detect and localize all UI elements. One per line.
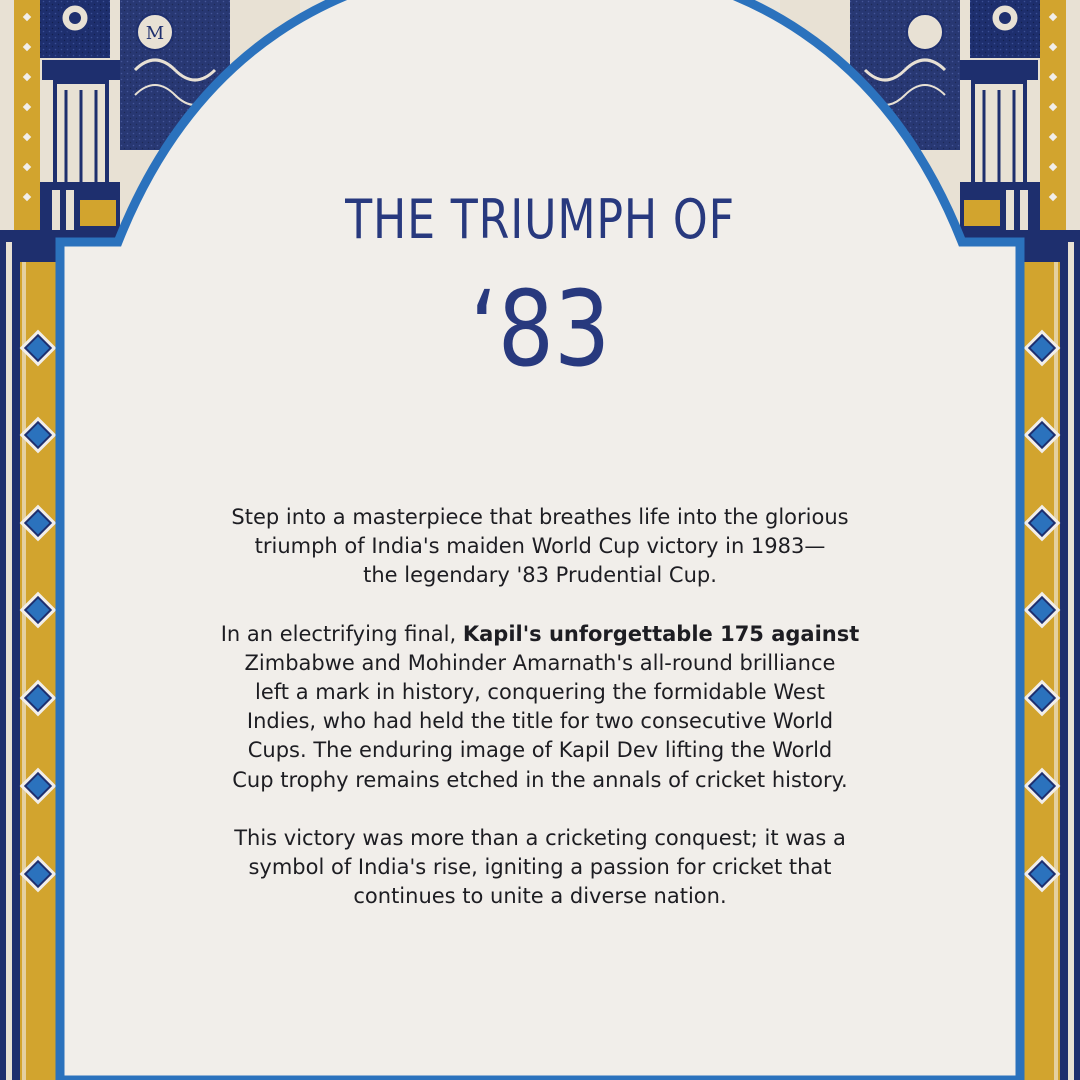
poster-year: ‘83: [469, 268, 611, 390]
description-text: [200, 503, 880, 940]
text-line: the legendary '83 Prudential Cup.: [363, 563, 717, 588]
text-line: Cups. The enduring image of Kapil Dev lifting the World: [247, 738, 833, 763]
text-line: triumph of India's maiden World Cup victory in 1983—: [254, 534, 826, 559]
text-line: continues to unite a diverse nation.: [353, 884, 727, 909]
svg-text:M: M: [145, 23, 165, 44]
paragraph-final: [200, 620, 880, 795]
paragraph-legacy: [200, 824, 880, 912]
text-line: Step into a masterpiece that breathes life into the glorious: [231, 505, 849, 529]
left-column: [0, 242, 60, 1080]
highlight-text: Kapil's unforgettable 175 against: [462, 621, 860, 646]
paragraph-intro: [200, 503, 880, 591]
poster-title: THE TRIUMPH OF: [345, 188, 735, 251]
text-line: Zimbabwe and Mohinder Amarnath's all-round brilliance: [244, 650, 836, 675]
right-column: [1020, 242, 1080, 1080]
text-line: symbol of India's rise, igniting a passion for cricket that: [248, 855, 832, 880]
text-line: left a mark in history, conquering the formidable West: [255, 680, 825, 705]
text-line: This victory was more than a cricketing conquest; it was a: [234, 825, 846, 850]
text-line: Cup trophy remains etched in the annals of cricket history.: [232, 767, 848, 792]
text-line: In an electrifying final,: [220, 621, 463, 646]
text-line: Indies, who had held the title for two consecutive World: [246, 709, 834, 734]
